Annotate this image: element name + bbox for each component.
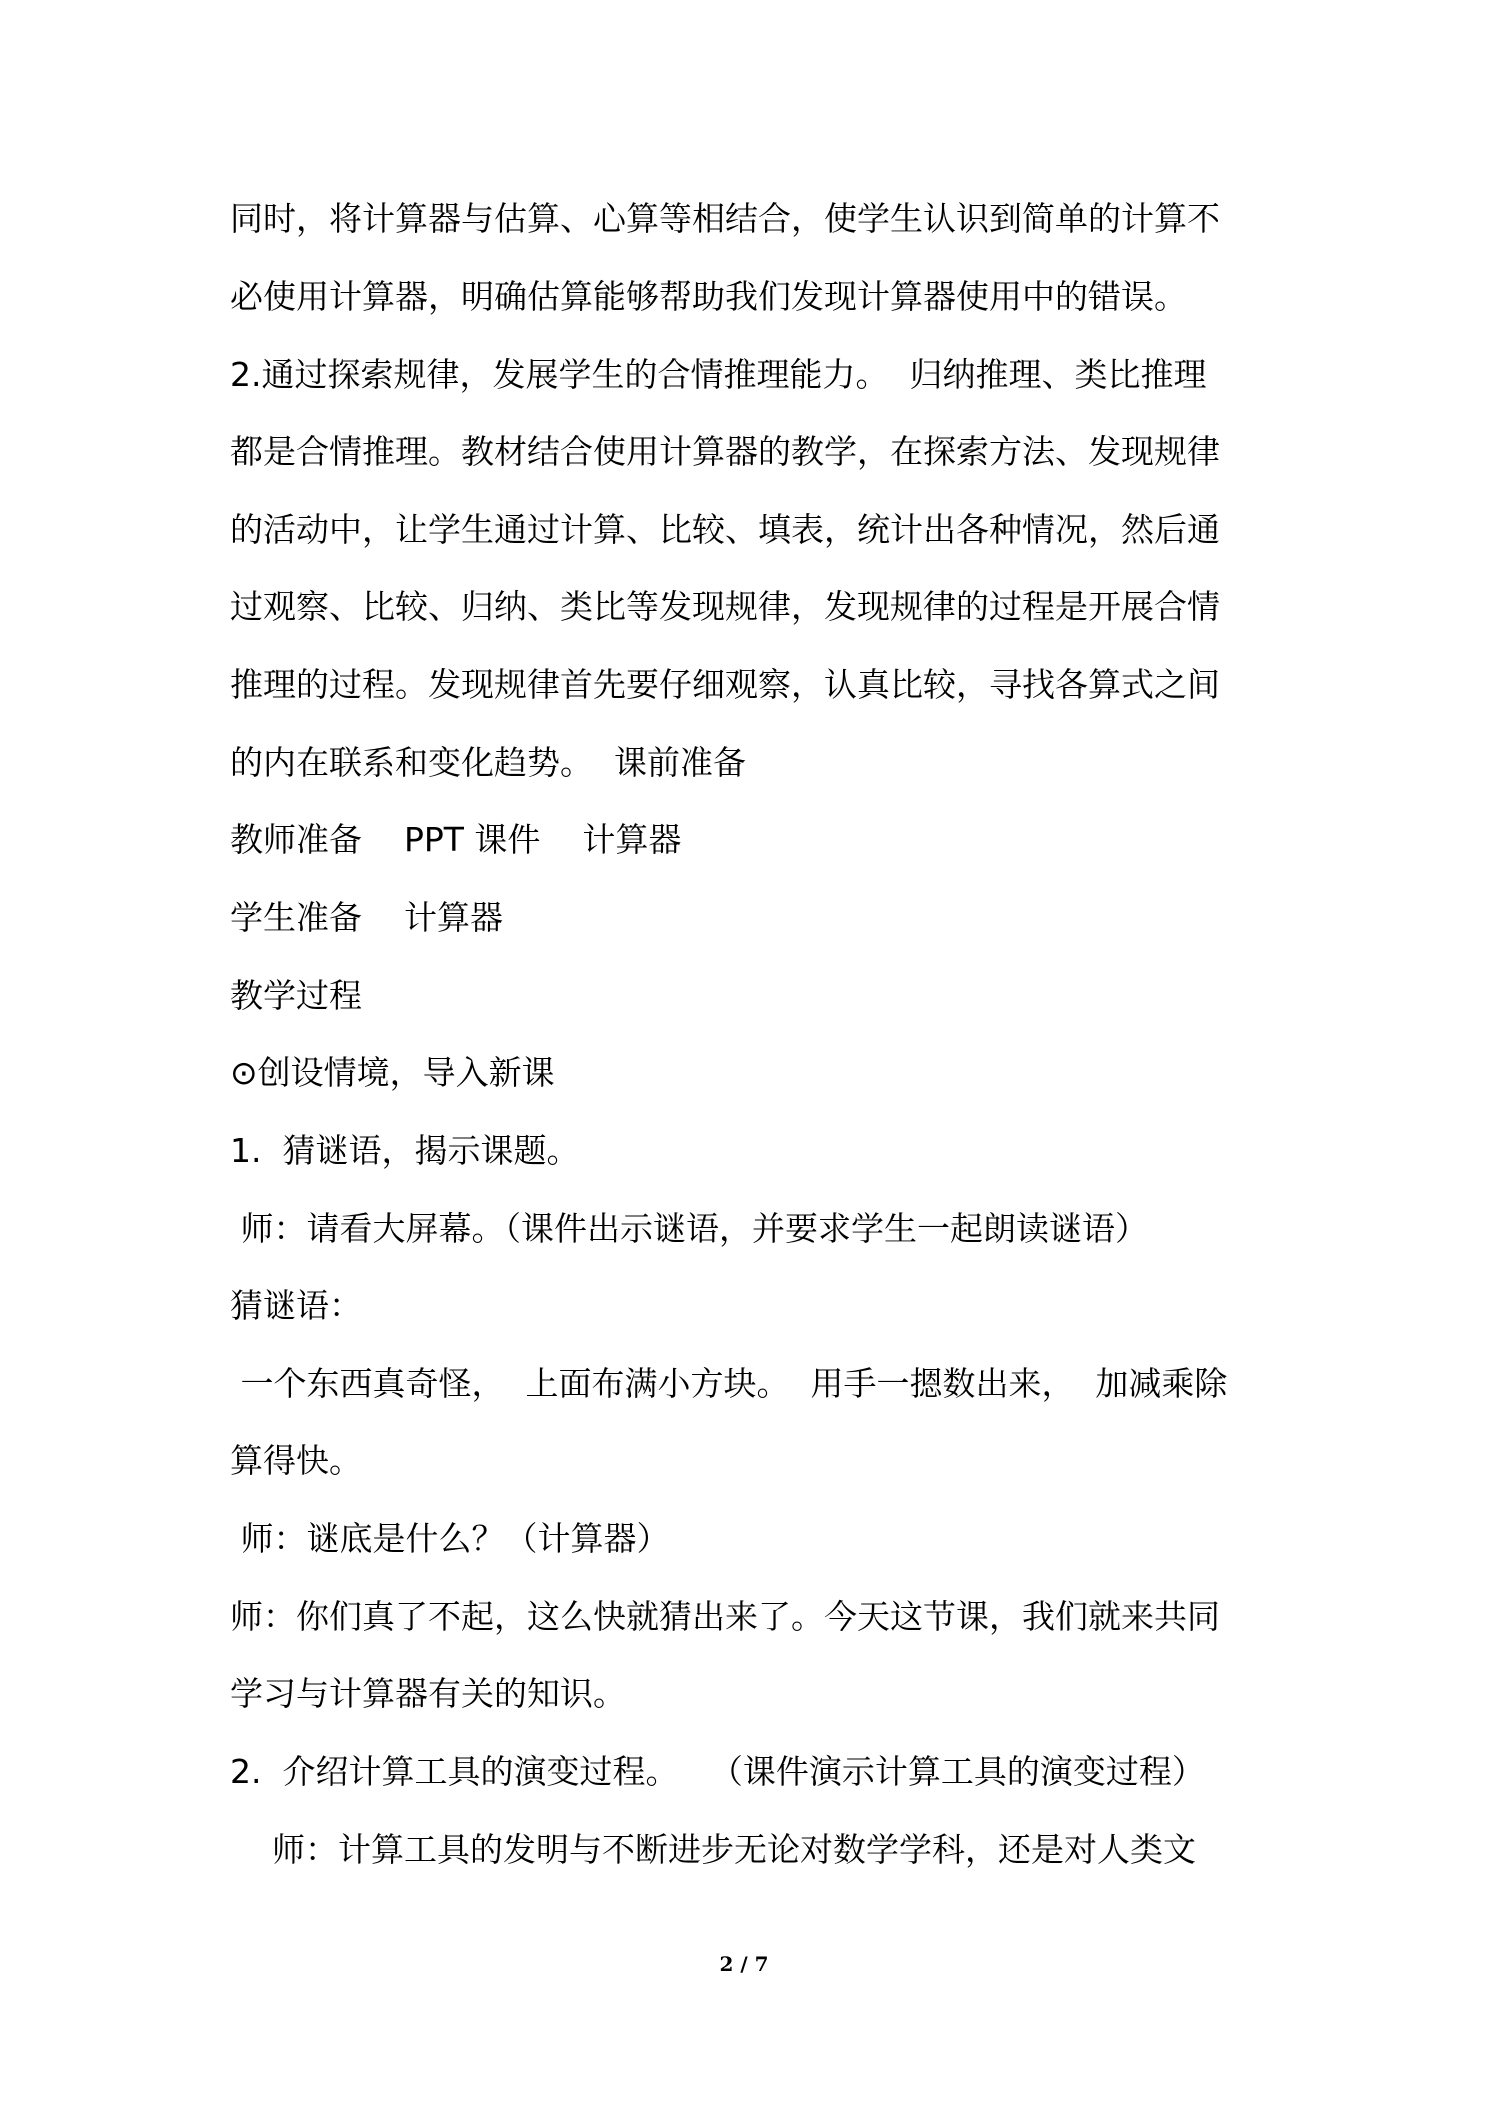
paragraph-line: 都是合情推理。教材结合使用计算器的教学，在探索方法、发现规律 — [230, 432, 1220, 471]
paragraph-line: 师：你们真了不起，这么快就猜出来了。今天这节课，我们就来共同 — [230, 1597, 1220, 1636]
paragraph-line: 过观察、比较、归纳、类比等发现规律，发现规律的过程是开展合情 — [230, 587, 1220, 626]
paragraph-line: 1. 猜谜语，揭示课题。 — [230, 1131, 580, 1170]
paragraph-line: 2.通过探索规律，发展学生的合情推理能力。 归纳推理、类比推理 — [230, 355, 1207, 394]
paragraph-line: 教师准备 PPT 课件 计算器 — [230, 820, 682, 859]
paragraph-line: 必使用计算器，明确估算能够帮助我们发现计算器使用中的错误。 — [230, 277, 1187, 316]
page-number: 2 / 7 — [719, 1952, 769, 1976]
section-heading: 教学过程 — [230, 976, 362, 1015]
paragraph-line: 的内在联系和变化趋势。 课前准备 — [230, 743, 746, 782]
paragraph-line: 算得快。 — [230, 1441, 362, 1480]
paragraph-line: 师：谜底是什么？（计算器） — [230, 1519, 670, 1558]
paragraph-line: 推理的过程。发现规律首先要仔细观察，认真比较，寻找各算式之间 — [230, 665, 1220, 704]
paragraph-line: 学生准备 计算器 — [230, 898, 503, 937]
section-heading: ⊙创设情境，导入新课 — [230, 1053, 555, 1092]
paragraph-line: 师：计算工具的发明与不断进步无论对数学学科，还是对人类文 — [230, 1830, 1196, 1869]
paragraph-line: 一个东西真奇怪， 上面布满小方块。 用手一摁数出来， 加减乘除 — [230, 1364, 1228, 1403]
paragraph-line: 学习与计算器有关的知识。 — [230, 1674, 626, 1713]
paragraph-line: 的活动中，让学生通过计算、比较、填表，统计出各种情况，然后通 — [230, 510, 1220, 549]
paragraph-line: 师：请看大屏幕。（课件出示谜语，并要求学生一起朗读谜语） — [230, 1209, 1148, 1248]
paragraph-line: 同时，将计算器与估算、心算等相结合，使学生认识到简单的计算不 — [230, 199, 1220, 238]
paragraph-line: 猜谜语： — [230, 1286, 362, 1325]
paragraph-line: 2. 介绍计算工具的演变过程。 （课件演示计算工具的演变过程） — [230, 1752, 1205, 1791]
